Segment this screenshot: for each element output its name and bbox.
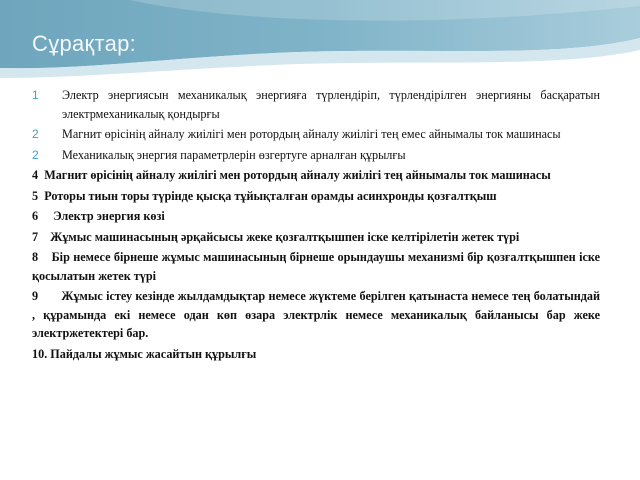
item-number: 4	[32, 168, 39, 182]
item-number: 2	[32, 127, 39, 141]
item-text: Жұмыс істеу кезінде жылдамдықтар немесе жүктеме берілген қатынаста немесе тең болатындай , құрамында екі немесе одан көп өзара электрлік немесе механикалық байланысы бар жеке электржетектері бар.	[32, 289, 601, 340]
questions-list	[32, 86, 600, 365]
item-text: Магнит өрісінің айналу жиілігі мен ротордың айналу жиілігі тең емес айнымалы ток машинасы	[62, 127, 561, 141]
list-item	[32, 125, 600, 144]
slide-title: Сұрақтар:	[32, 31, 137, 56]
list-item	[32, 248, 600, 285]
list-item	[32, 207, 600, 226]
list-item	[32, 86, 600, 123]
item-number: 5	[32, 188, 39, 203]
list-item	[32, 228, 600, 247]
item-text: Роторы тиын торы түрінде қысқа тұйықталған орамды асинхронды қозғалтқыш	[44, 188, 497, 203]
item-text: Жұмыс машинасының әрқайсысы жеке қозғалтқышпен іске келтірілетін жетек түрі	[50, 229, 520, 244]
item-number: 1	[32, 88, 39, 102]
item-number: 9	[32, 289, 39, 303]
item-text: Электр энергия көзі	[53, 209, 165, 223]
list-item	[32, 187, 600, 206]
item-number: 7	[32, 229, 39, 244]
item-number: 2	[32, 147, 39, 162]
item-number: 8	[32, 250, 39, 264]
list-item	[32, 146, 600, 165]
item-text: Пайдалы жұмыс жасайтын құрылғы	[50, 346, 257, 361]
item-number: 10.	[32, 346, 48, 361]
list-item	[32, 166, 600, 185]
item-text: Электр энергиясын механикалық энергияға түрлендіріп, түрлендірілген энергияны басқаратын электрмеханикалық қондырғы	[62, 88, 600, 121]
item-text: Бір немесе бірнеше жұмыс машинасының бірнеше орындаушы механизмі бір қозғалтқышпен іске қосылатын жетек түрі	[32, 250, 601, 283]
list-item	[32, 287, 600, 343]
item-text: Механикалық энергия параметрлерін өзгертуге арналған құрылғы	[62, 147, 406, 162]
slide-header	[0, 0, 640, 78]
list-item	[32, 345, 600, 364]
item-number: 6	[32, 209, 39, 223]
item-text: Магнит өрісінің айналу жиілігі мен ротордың айналу жиілігі тең айнымалы ток машинасы	[44, 168, 551, 182]
